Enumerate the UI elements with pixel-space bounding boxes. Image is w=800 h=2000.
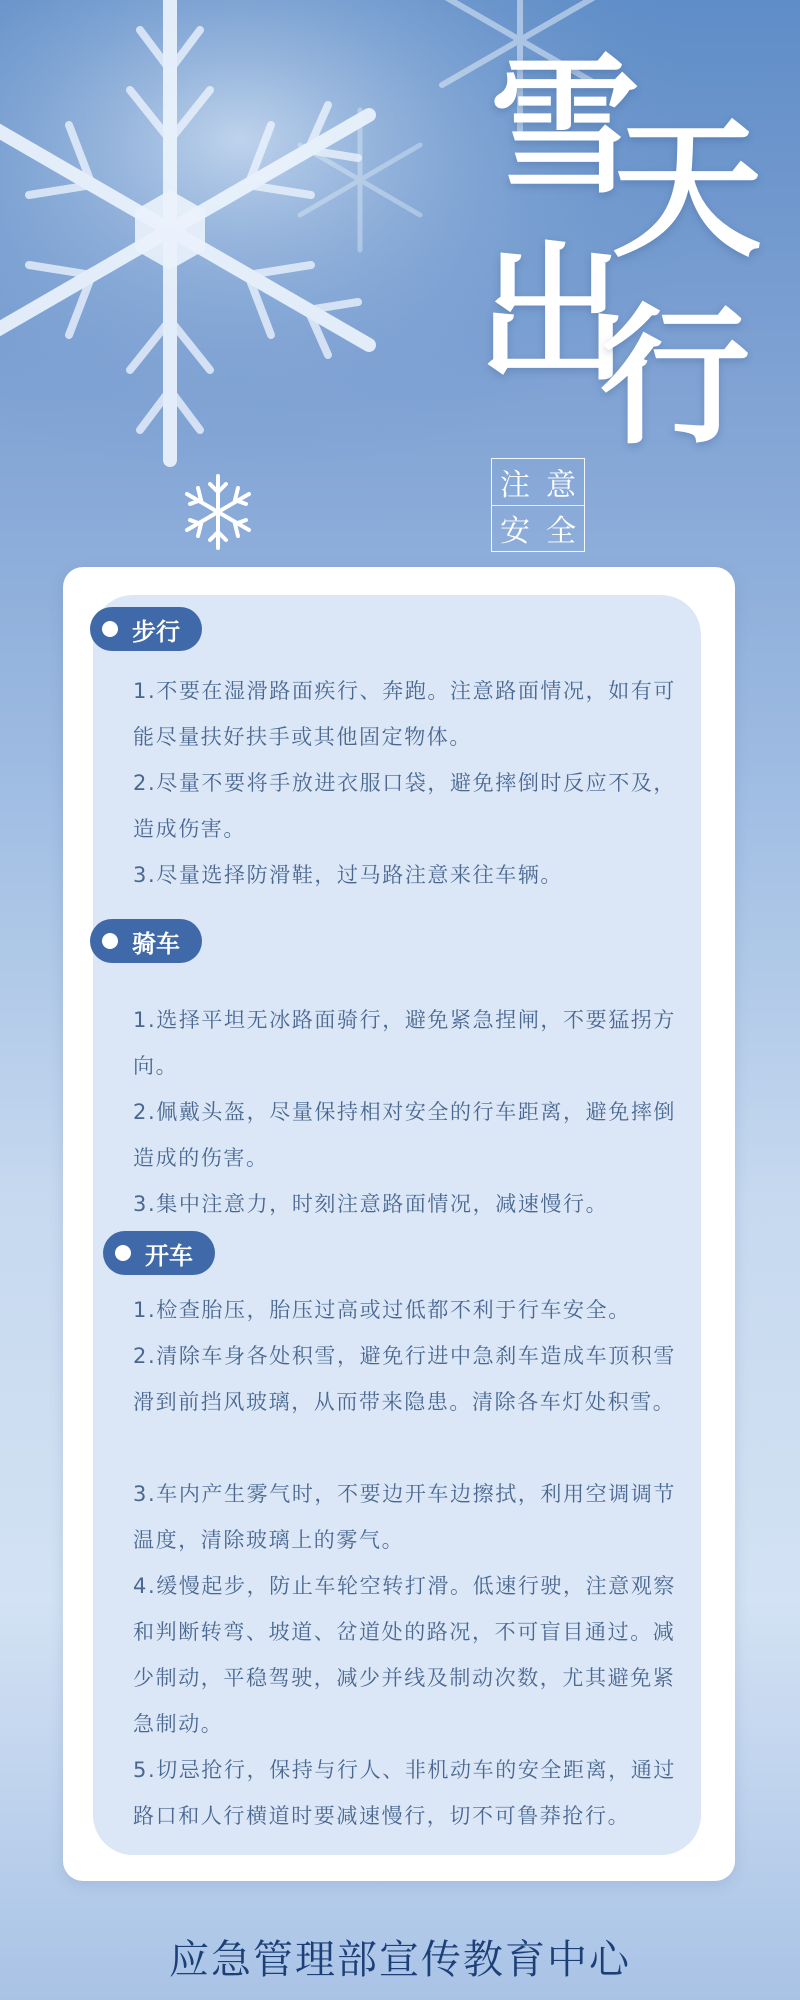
subtitle-char-2: 意 <box>546 468 576 503</box>
section-heading-label: 步行 <box>132 616 180 646</box>
section-heading-label: 骑车 <box>132 928 180 958</box>
content-card <box>63 567 735 1881</box>
cycling-item-1: 1.选择平坦无冰路面骑行，避免紧急捏闸，不要猛拐方向。 <box>133 1008 677 1078</box>
subtitle-char-4: 全 <box>546 514 576 549</box>
content-panel <box>93 595 701 1855</box>
driving-item-5: 5.切忌抢行，保持与行人、非机动车的安全距离，通过路口和人行横道时要减速慢行，切不可鲁莽抢行。 <box>133 1758 677 1828</box>
title-char-3: 出 <box>478 227 629 403</box>
title-char-2: 天 <box>612 102 763 278</box>
cycling-item-2: 2.佩戴头盔，尽量保持相对安全的行车距离，避免摔倒造成的伤害。 <box>133 1100 677 1170</box>
section-heading-cycling <box>90 919 202 963</box>
walking-item-1: 1.不要在湿滑路面疾行、奔跑。注意路面情况，如有可能尽量扶好扶手或其他固定物体。 <box>133 679 677 749</box>
bullet-dot-icon <box>102 621 118 637</box>
walking-item-3: 3.尽量选择防滑鞋，过马路注意来往车辆。 <box>133 863 564 887</box>
footer-organization: 应急管理部宣传教育中心 <box>169 1937 631 1983</box>
subtitle-char-1: 注 <box>500 468 530 503</box>
driving-item-1: 1.检查胎压，胎压过高或过低都不利于行车安全。 <box>133 1298 631 1322</box>
section-heading-driving <box>103 1231 215 1275</box>
section-heading-walking <box>90 607 202 651</box>
snowflake-photo <box>0 0 800 560</box>
section-heading-label: 开车 <box>145 1240 193 1270</box>
title-char-1: 雪 <box>490 39 641 215</box>
subtitle-box <box>491 458 585 552</box>
driving-item-4: 4.缓慢起步，防止车轮空转打滑。低速行驶，注意观察和判断转弯、坡道、岔道处的路况，不可盲目通过。减少制动，平稳驾驶，减少并线及制动次数，尤其避免紧急制动。 <box>133 1574 677 1736</box>
subtitle-char-3: 安 <box>500 514 530 549</box>
bullet-dot-icon <box>115 1245 131 1261</box>
cycling-item-3: 3.集中注意力，时刻注意路面情况，减速慢行。 <box>133 1192 609 1216</box>
hero-banner <box>0 0 800 560</box>
title-char-4: 行 <box>600 289 751 465</box>
bullet-dot-icon <box>102 933 118 949</box>
driving-item-2: 2.清除车身各处积雪，避免行进中急刹车造成车顶积雪滑到前挡风玻璃，从而带来隐患。清除各车灯处积雪。 <box>133 1344 677 1414</box>
driving-item-3: 3.车内产生雾气时，不要边开车边擦拭，利用空调调节温度，清除玻璃上的雾气。 <box>133 1482 677 1552</box>
walking-item-2: 2.尽量不要将手放进衣服口袋，避免摔倒时反应不及，造成伤害。 <box>133 771 677 841</box>
